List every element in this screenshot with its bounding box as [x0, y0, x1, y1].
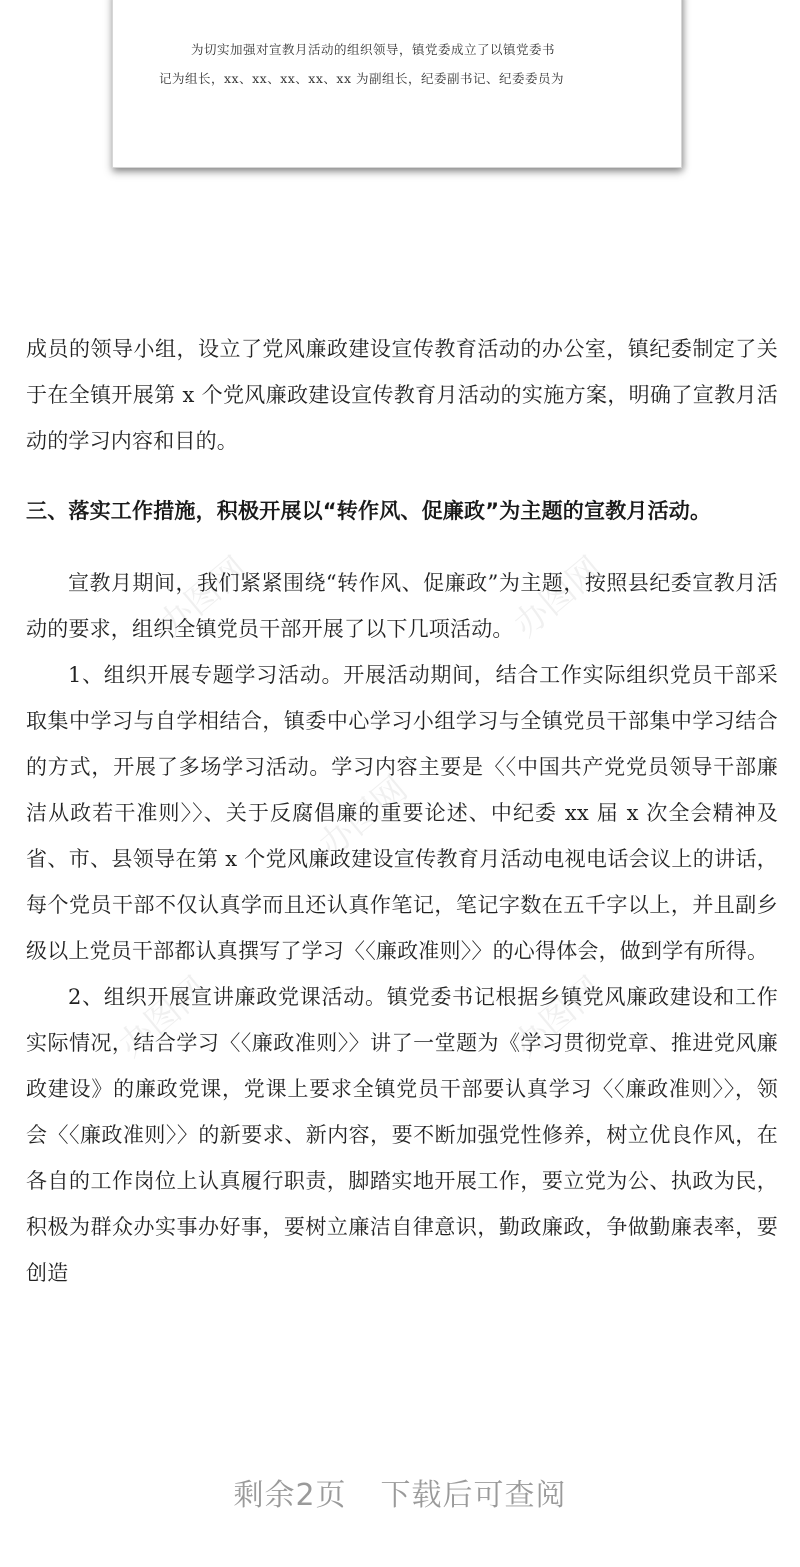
watermark: 办图网: [151, 549, 256, 646]
preview-line-2: 记为组长，xx、xx、xx、xx、xx 为副组长，纪委副书记、纪委委员为: [159, 71, 564, 86]
watermark: 办图网: [506, 969, 611, 1066]
paragraph-item-2: 2、组织开展宣讲廉政党课活动。镇党委书记根据乡镇党风廉政建设和工作实际情况，结合学习〈〈廉政准则〉〉讲了一堂题为《学习贯彻党章、推进党风廉政建设》的廉政党课，党课上要求全镇党员干部要认真学习〈〈廉政准则〉〉，领会〈〈廉政准则〉〉的新要求、新内容，要不断加强党性修养，树立优良作风，在各自的工作岗位上认真履行职责，脚踏实地开展工作，要立党为公、执政为民，积极为群众办实事办好事，要树立廉洁自律意识，勤政廉政，争做勤廉表率，要创造: [26, 985, 778, 1285]
download-to-view-link[interactable]: 下载后可查阅: [380, 1478, 567, 1513]
watermark: 办图网: [311, 769, 416, 866]
watermark: 办图网: [111, 969, 216, 1066]
paragraph-item-1: 1、组织开展专题学习活动。开展活动期间，结合工作实际组织党员干部采取集中学习与自学相结合，镇委中心学习小组学习与全镇党员干部集中学习结合的方式，开展了多场学习活动。学习内容主要是〈〈中国共产党党员领导干部廉洁从政若干准则〉〉、关于反腐倡廉的重要论述、中纪委 xx 届 x 次全会精神及省、市、县领导在第 x 个党风廉政建设宣传教育月活动电视电话会议上的讲话，每个党员干部不仅认真学而且还认真作笔记，笔记字数在五千字以上，并且副乡级以上党员干部都认真撰写了学习〈〈廉政准则〉〉的心得体会，做到学有所得。: [26, 663, 778, 963]
download-prompt[interactable]: [0, 1452, 800, 1532]
section-heading: 三、落实工作措施，积极开展以“转作风、促廉政”为主题的宣教月活动。: [26, 499, 712, 523]
preview-text: [159, 35, 639, 93]
paragraph-continuation: 成员的领导小组，设立了党风廉政建设宣传教育活动的办公室，镇纪委制定了关于在全镇开展第 x 个党风廉政建设宣传教育月活动的实施方案，明确了宣教月活动的学习内容和目的。: [26, 337, 778, 453]
preview-line-1: 为切实加强对宣教月活动的组织领导，镇党委成立了以镇党委书: [191, 42, 556, 57]
paragraph-intro: 宣教月期间，我们紧紧围绕“转作风、促廉政”为主题，按照县纪委宣教月活动的要求，组织全镇党员干部开展了以下几项活动。: [26, 571, 778, 641]
watermark: 办图网: [506, 549, 611, 646]
remaining-pages-label: 剩余2页: [233, 1478, 347, 1513]
document-body: [26, 326, 778, 1296]
page-preview-card: [112, 0, 682, 168]
